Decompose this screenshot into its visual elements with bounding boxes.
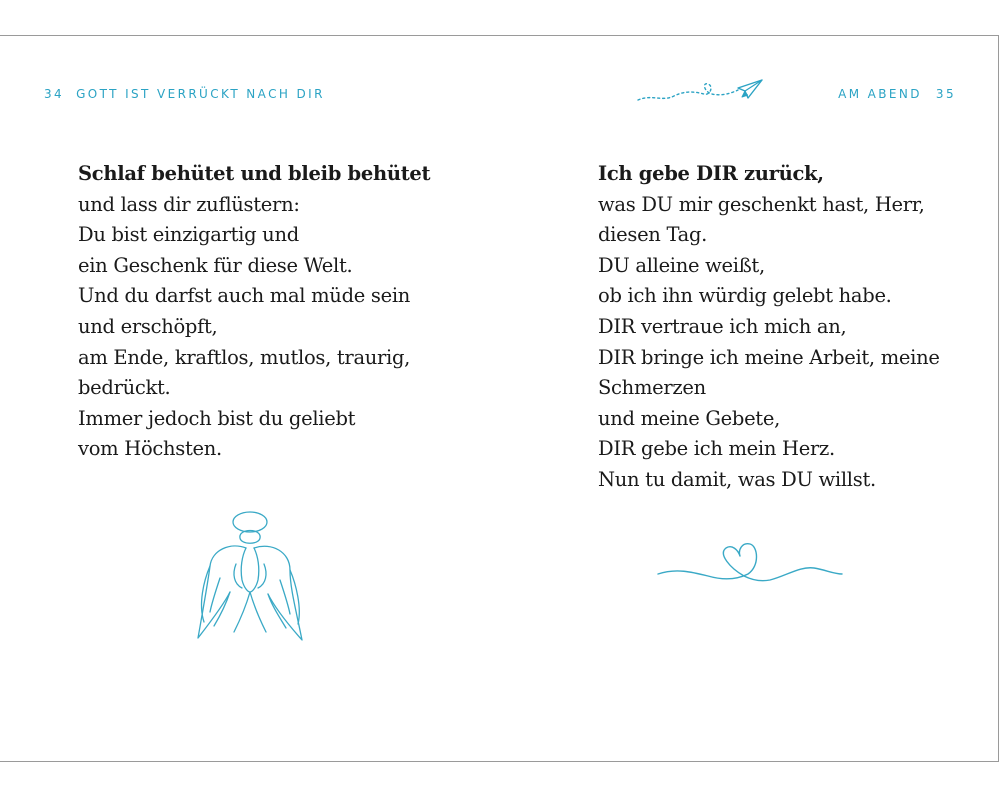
right-running-head	[838, 87, 956, 101]
left-poem-title: Schlaf behütet und bleib behütet	[78, 162, 431, 185]
poem-line: was DU mir geschenkt hast, Herr,	[598, 192, 925, 216]
poem-line: diesen Tag.	[598, 223, 708, 247]
left-page-number: 34	[44, 87, 65, 101]
poem-line: Nun tu damit, was DU willst.	[598, 467, 876, 491]
right-page-number: 35	[935, 87, 956, 101]
left-poem	[78, 159, 438, 465]
left-running-head	[44, 87, 325, 101]
poem-line: und erschöpft,	[78, 314, 218, 338]
poem-line: und lass dir zuflüstern:	[78, 192, 300, 216]
poem-line: ein Geschenk für diese Welt.	[78, 253, 353, 277]
paper-plane-icon	[634, 76, 766, 106]
poem-line: Schmerzen	[598, 376, 706, 400]
poem-line: DIR bringe ich meine Arbeit, meine	[598, 345, 940, 369]
poem-line: vom Höchsten.	[78, 437, 222, 461]
heart-line-icon	[656, 538, 846, 588]
poem-line: DIR vertraue ich mich an,	[598, 314, 847, 338]
angel-icon	[190, 508, 310, 648]
poem-line: Und du darfst auch mal müde sein	[78, 284, 411, 308]
poem-line: ob ich ihn würdig gelebt habe.	[598, 284, 892, 308]
poem-line: am Ende, kraftlos, mutlos, traurig,	[78, 345, 411, 369]
poem-line: und meine Gebete,	[598, 406, 780, 430]
poem-line: Du bist einzigartig und	[78, 223, 299, 247]
poem-line: DIR gebe ich mein Herz.	[598, 437, 835, 461]
left-chapter-title: GOTT IST VERRÜCKT NACH DIR	[76, 87, 325, 101]
right-poem	[598, 159, 958, 496]
right-chapter-title: AM ABEND	[838, 87, 922, 101]
poem-line: DU alleine weißt,	[598, 253, 765, 277]
poem-line: Immer jedoch bist du geliebt	[78, 406, 356, 430]
poem-line: bedrückt.	[78, 376, 171, 400]
right-poem-title: Ich gebe DIR zurück,	[598, 162, 824, 185]
